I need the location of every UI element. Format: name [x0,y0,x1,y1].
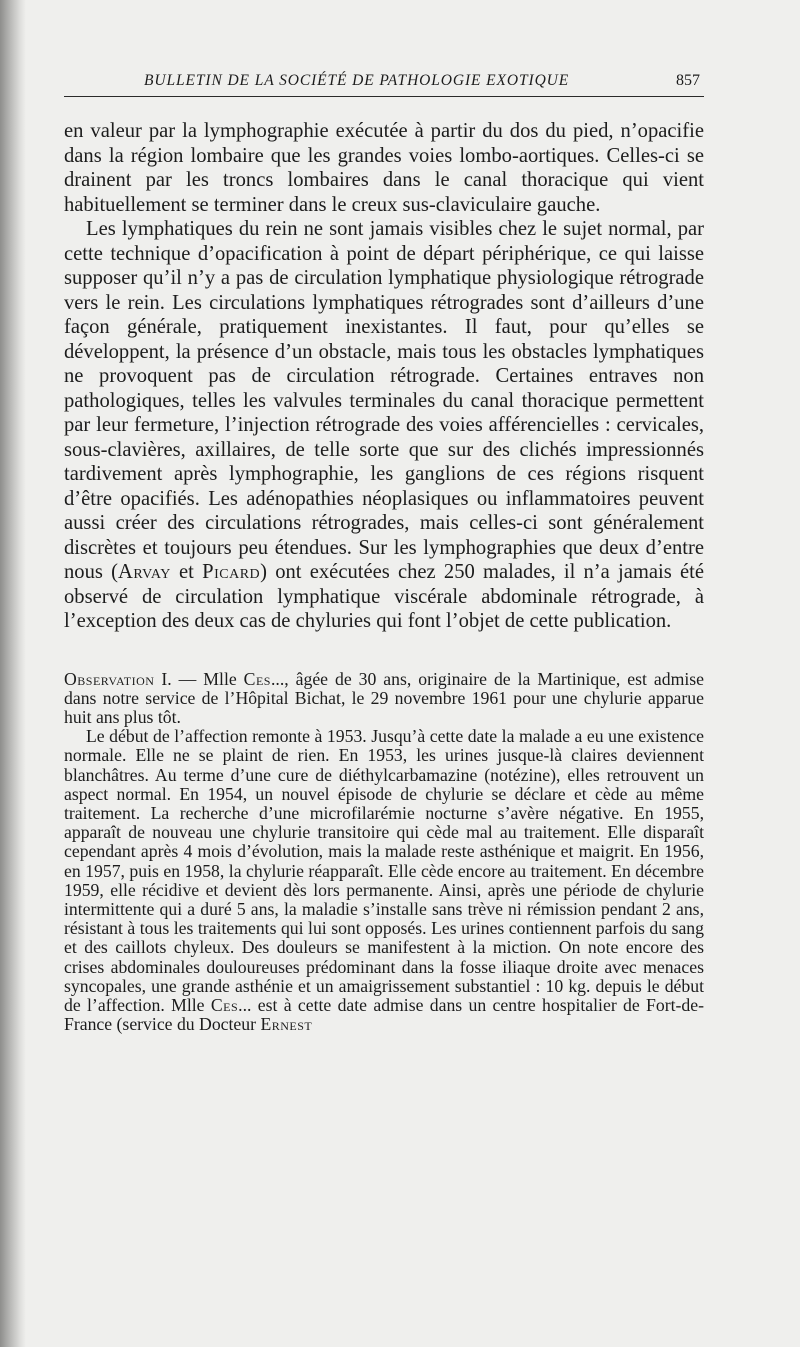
main-text [64,119,704,634]
page-binding-shadow [0,0,26,1347]
author-name-picard: Picard [202,561,261,583]
page-number: 857 [676,72,700,89]
doctor-name: Ernest [260,1014,313,1035]
observation-text: ..., âgée de 30 ans, originaire de la Martinique, est admise dans notre service de l’Hôpital Bichat, le 29 novembre 1961 pour une chylurie apparue huit ans plus tôt. [64,668,704,727]
history-text-b: ... est à cette date admise dans un centre hospitalier de Fort-de-France (service du Docteur [64,994,705,1035]
author-name-arvay: Arvay [117,561,171,583]
paragraph-2-text-c: ) ont exécutées chez 250 malades, il n’a jamais été observé de circulation lymphatique viscérale abdominale rétrograde, à l’exception des deux cas de chyluries qui font l’objet de cette publication. [64,561,704,632]
journal-title: BULLETIN DE LA SOCIÉTÉ DE PATHOLOGIE EXOTIQUE [144,72,570,89]
paragraph-1: en valeur par la lymphographie exécutée à partir du dos du pied, n’opacifie dans la région lombaire que les grandes voies lombo-aortiques. Celles-ci se drainent par les troncs lombaires dans le canal thoracique qui vient habituellement se terminer dans le creux sus-claviculaire gauche. [64,120,704,216]
patient-name: Ces [243,668,271,689]
history-paragraph [64,727,704,1034]
history-text-a: Le début de l’affection remonte à 1953. Jusqu’à cette date la malade a eu une existence normale. Elle ne se plaint de rien. En 1953, les urines jusque-là claires deviennent blanchâtres. Au terme d’une cure de diéthylcarbamazine (notézine), elles retrouvent un aspect normal. En 1954, un nouvel épisode de chylurie se déclare et cède au même traitement. La recherche d’une microfilarémie nocturne s’avère négative. En 1955, apparaît de nouveau une chylurie transitoire qui cède mal au traitement. Elle disparaît cependant après 4 mois d’évolution, mais la malade reste asthénique et maigrit. En 1956, en 1957, puis en 1958, la chylurie réapparaît. Elle cède encore au traitement. En décembre 1959, elle récidive et devient dès lors permanente. Ainsi, après une période de chylurie intermittente qui a duré 5 ans, la maladie s’installe sans trève ni rémission pendant 2 ans, résistant à tous les traitements qui lui sont opposés. Les urines contiennent parfois du sang et des caillots chyleux. Des douleurs se manifestent à la miction. On note encore des crises abdominales douloureuses prédominant dans la fosse iliaque droite avec menaces syncopales, une grande asthénie et un amaigrissement substantiel : 10 kg. depuis le début de l’affection. Mlle [64,726,704,1015]
observation-number: I. — Mlle [154,668,244,689]
running-header [64,70,704,97]
paragraph-2-text-b: et [170,561,203,583]
observation-label: Observation [64,668,155,689]
book-page [64,70,704,1034]
paragraph-2-text-a: Les lymphatiques du rein ne sont jamais visibles chez le sujet normal, par cette technique d’opacification à point de départ périphérique, ce qui laisse supposer qu’il n’y a pas de circulation lymphatique physiologique rétrograde vers le rein. Les circulations lymphatiques rétrogrades sont d’ailleurs d’une façon générale, pratiquement inexistantes. Il faut, pour qu’elles se développent, la présence d’un obstacle, mais tous les obstacles lymphatiques ne provoquent pas de circulation rétrograde. Certaines entraves non pathologiques, telles les valvules terminales du canal thoracique permettent par leur fermeture, l’injection rétrograde des voies afférencielles : cervicales, sous-clavières, axillaires, de telle sorte que sur des clichés impressionnés tardivement après lymphographie, les ganglions de ces régions risquent d’être opacifiés. Les adénopathies néoplasiques ou inflammatoires peuvent aussi créer des circulations rétrogrades, mais celles-ci sont généralement discrètes et toujours peu étendues. Sur les lymphographies que deux d’entre nous ( [64,218,704,583]
observation-section [64,670,704,1035]
observation-paragraph [64,670,704,728]
paragraph-2 [64,217,704,634]
patient-name-2: Ces [210,994,239,1015]
